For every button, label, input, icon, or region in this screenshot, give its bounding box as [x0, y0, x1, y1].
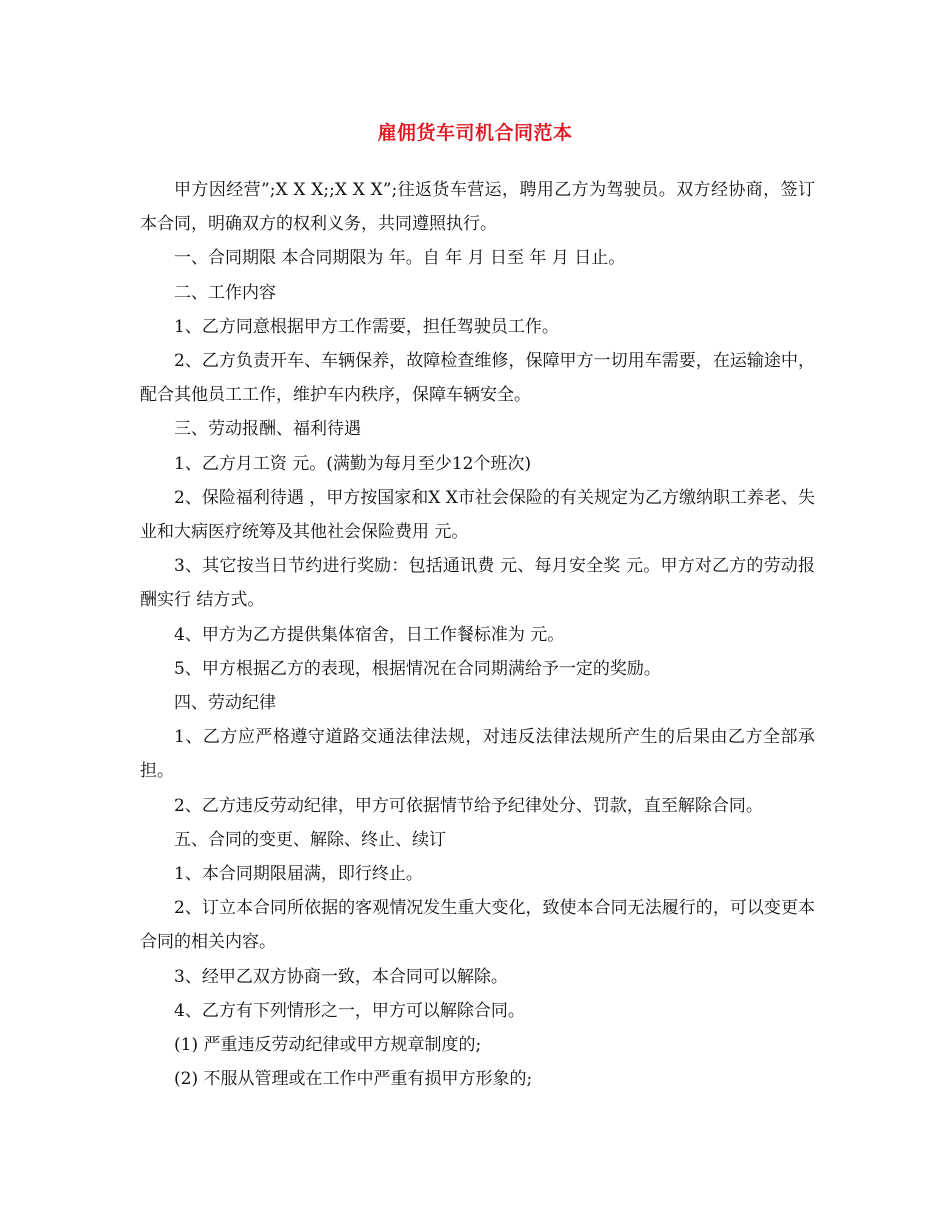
- list-item-termination-2: (2) 不服从管理或在工作中严重有损甲方形象的;: [174, 1069, 533, 1090]
- paragraph-changes-2: 2、订立本合同所依据的客观情况发生重大变化，致使本合同无法履行的，可以变更本合同的相关内容。: [140, 898, 815, 953]
- document-body: [140, 173, 815, 1096]
- paragraph-compensation-5: 5、甲方根据乙方的表现，根据情况在合同期满给予一定的奖励。: [174, 658, 661, 679]
- section-heading-work-content: 二、工作内容: [174, 282, 276, 303]
- paragraph-discipline-1: 1、乙方应严格遵守道路交通法律法规，对违反法律法规所产生的后果由乙方全部承担。: [140, 727, 815, 782]
- paragraph-compensation-1: 1、乙方月工资 元。(满勤为每月至少12个班次): [174, 453, 532, 474]
- paragraph-compensation-2: 2、保险福利待遇 ，甲方按国家和X X市社会保险的有关规定为乙方缴纳职工养老、失业和大病医疗统筹及其他社会保险费用 元。: [140, 487, 815, 543]
- paragraph-contract-term: 一、合同期限 本合同期限为 年。自 年 月 日至 年 月 日止。: [174, 248, 626, 269]
- paragraph-compensation-4: 4、甲方为乙方提供集体宿舍，日工作餐标准为 元。: [174, 624, 565, 645]
- paragraph-work-1: 1、乙方同意根据甲方工作需要，担任驾驶员工作。: [174, 316, 559, 337]
- paragraph-changes-3: 3、经甲乙双方协商一致，本合同可以解除。: [174, 966, 508, 987]
- paragraph-changes-4: 4、乙方有下列情形之一，甲方可以解除合同。: [174, 1000, 525, 1021]
- paragraph-compensation-3: 3、其它按当日节约进行奖励：包括通讯费 元、每月安全奖 元。甲方对乙方的劳动报酬实行 结方式。: [140, 556, 815, 611]
- paragraph-discipline-2: 2、乙方违反劳动纪律，甲方可依据情节给予纪律处分、罚款，直至解除合同。: [174, 795, 763, 816]
- list-item-termination-1: (1) 严重违反劳动纪律或甲方规章制度的;: [174, 1035, 482, 1056]
- section-heading-compensation: 三、劳动报酬、福利待遇: [174, 419, 361, 440]
- document-title: 雇佣货车司机合同范本: [377, 122, 573, 144]
- paragraph-changes-1: 1、本合同期限届满，即行终止。: [174, 864, 423, 885]
- paragraph-intro: 甲方因经营”;X X X;;X X X”;往返货车营运，聘用乙方为驾驶员。双方经协商，签订本合同，明确双方的权利义务，共同遵照执行。: [140, 180, 815, 235]
- section-heading-discipline: 四、劳动纪律: [174, 693, 276, 714]
- section-heading-contract-changes: 五、合同的变更、解除、终止、续订: [174, 829, 446, 850]
- paragraph-work-2: 2、乙方负责开车、车辆保养，故障检查维修，保障甲方一切用车需要，在运输途中，配合其他员工工作，维护车内秩序，保障车辆安全。: [140, 351, 815, 406]
